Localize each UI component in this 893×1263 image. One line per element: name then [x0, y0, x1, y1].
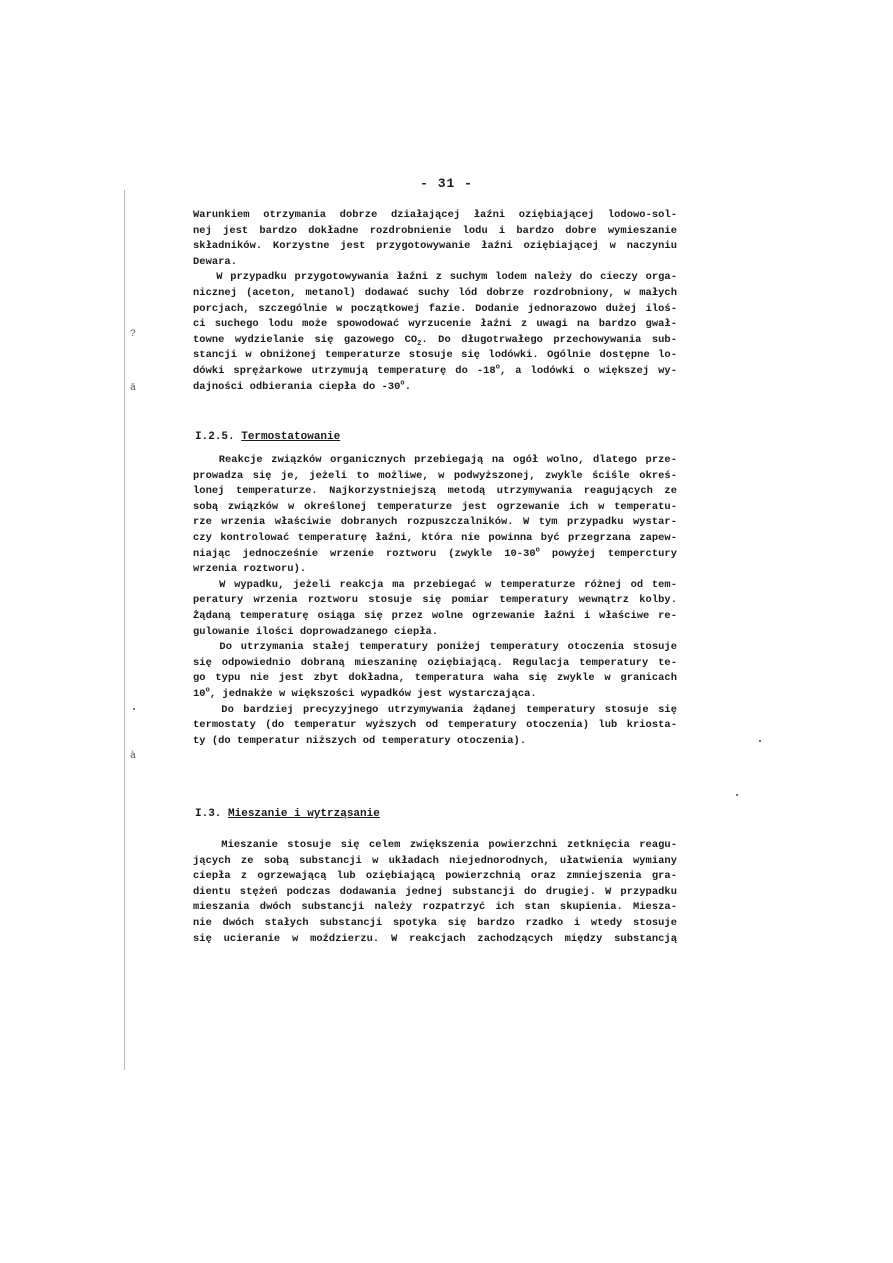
- text-line: niając jednocześnie wrzenie roztworu (zwykle 10-30$^o$ powyżej temperctury: [193, 546, 677, 560]
- text-line: nicznej (aceton, metanol) dodawać suchy lód dobrze rozdrobniony, w małych: [193, 286, 677, 299]
- text-line: dajności odbierania ciepła do -30$^o$.: [193, 379, 411, 393]
- text-line: dientu stężeń podczas dodawania jednej substancji do drugiej. W przypadku: [193, 885, 677, 898]
- text-line: prowadza się je, jeżeli to możliwe, w podwyższonej, zwykle ściśle okreś-: [193, 469, 677, 482]
- section-heading-termostatowanie: [195, 429, 340, 445]
- text-line: ciepła z ogrzewającą lub oziębiającą powierzchnią oraz zmniejszenia gra-: [193, 870, 677, 883]
- text-line: Do bardziej precyzyjnego utrzymywania żądanej temperatury stosuje się: [193, 703, 677, 716]
- text-line: ty (do temperatur niższych od temperatury otoczenia).: [193, 734, 527, 747]
- text-line: dówki sprężarkowe utrzymują temperaturę do -18$^o$, a lodówki o większej wy-: [193, 363, 677, 377]
- text-line: czy kontrolować temperaturę łaźni, która nie powinna być przegrzana zapew-: [193, 531, 677, 544]
- section-heading-mieszanie: [195, 806, 380, 822]
- scan-speck: [133, 708, 135, 710]
- degree-sign: o: [535, 546, 540, 555]
- paragraph-block-mieszanie: [193, 838, 677, 947]
- text-line: nie dwóch stałych substancji spotyka się bardzo rzadko i wtedy stosuje: [193, 916, 677, 929]
- section-title: Mieszanie i wytrząsanie: [228, 808, 380, 820]
- text-line: Mieszanie stosuje się celem zwiększenia powierzchni zetknięcia reagu-: [193, 839, 677, 851]
- text-line: Warunkiem otrzymania dobrze działającej łaźni oziębiającej lodowo-sol-: [193, 209, 677, 221]
- text-line: Do utrzymania stałej temperatury poniżej temperatury otoczenia stosuje: [193, 641, 677, 654]
- text-line: składników. Korzystne jest przygotowywanie łaźni oziębiającej w naczyniu: [193, 240, 677, 253]
- text-line: porcjach, szczególnie w początkowej fazie. Dodanie jednorazowo dużej iloś-: [193, 302, 677, 315]
- page-number: - 31 -: [420, 176, 473, 191]
- binding-edge-line: [124, 190, 125, 1070]
- text-line: mieszania dwóch substancji należy rozpatrzyć ich stan skupienia. Miesza-: [193, 901, 677, 914]
- section-title: Termostatowanie: [241, 431, 341, 443]
- degree-sign: o: [205, 686, 210, 695]
- text-line: wrzenia roztworu).: [193, 563, 307, 576]
- text-line: rze wrzenia właściwie dobranych rozpuszczalników. W tym przypadku wystar-: [193, 516, 677, 529]
- text-line: Dewara.: [193, 255, 237, 268]
- text-line: się odpowiednio dobraną mieszaninę oziębiającą. Regulacja temperatury te-: [193, 656, 677, 669]
- margin-mark: ?: [130, 329, 137, 340]
- degree-sign: o: [400, 379, 405, 388]
- text-line: W przypadku przygotowywania łaźni z suchym lodem należy do cieczy orga-: [193, 271, 677, 284]
- text-line: się ucieranie w moździerzu. W reakcjach zachodzących między substancją: [193, 932, 677, 945]
- text-line: sobą związków w określonej temperaturze jest ogrzewanie ich w temperatu-: [193, 500, 677, 513]
- text-line: Żądaną temperaturę osiąga się przez wolne ogrzewanie łaźni i właściwe re-: [193, 609, 677, 622]
- text-line: termostaty (do temperatur wyższych od temperatury otoczenia) lub kriosta-: [193, 719, 677, 732]
- text-line: stancji w obniżonej temperaturze stosuje się lodówki. Ogólnie dostępne lo-: [193, 349, 677, 362]
- text-line: gulowanie ilości doprowadzanego ciepła.: [193, 625, 439, 638]
- text-line: peratury wrzenia roztworu stosuje się pomiar temperatury wewnątrz kolby.: [193, 594, 677, 607]
- subscript: 2: [417, 339, 422, 348]
- text-line: towne wydzielanie się gazowego $CO_2$. Do długotrwałego przechowywania sub-: [193, 333, 677, 348]
- scan-speck: [759, 740, 761, 742]
- margin-mark: à: [130, 751, 137, 762]
- section-number: I.2.5.: [195, 431, 235, 443]
- text-line: ci suchego lodu może spowodować wyrzucenie łaźni z uwagi na bardzo gwał-: [193, 318, 677, 331]
- text-line: lonej temperaturze. Najkorzystniejszą metodą utrzymywania reagujących ze: [193, 485, 677, 498]
- section-number: I.3.: [195, 808, 222, 820]
- text-line: 10$^o$, jednakże w większości wypadków jest wystarczająca.: [193, 686, 537, 700]
- degree-sign: o: [495, 363, 500, 372]
- text-line: jących ze sobą substancji w układach niejednorodnych, ułatwienia wymiany: [193, 854, 677, 867]
- scan-speck: [736, 794, 738, 796]
- text-line: go typu nie jest zbyt dokładna, temperatura waha się zwykle w granicach: [193, 672, 677, 685]
- paragraph-block-intro: [193, 208, 677, 395]
- margin-mark: ä: [130, 383, 137, 394]
- text-line: W wypadku, jeżeli reakcja ma przebiegać w temperaturze różnej od tem-: [193, 578, 677, 591]
- text-line: Reakcje związków organicznych przebiegają na ogół wolno, dlatego prze-: [193, 454, 677, 466]
- text-line: nej jest bardzo dokładne rozdrobnienie lodu i bardzo dobre wymieszanie: [193, 224, 677, 237]
- paragraph-block-termostatowanie: [193, 453, 677, 749]
